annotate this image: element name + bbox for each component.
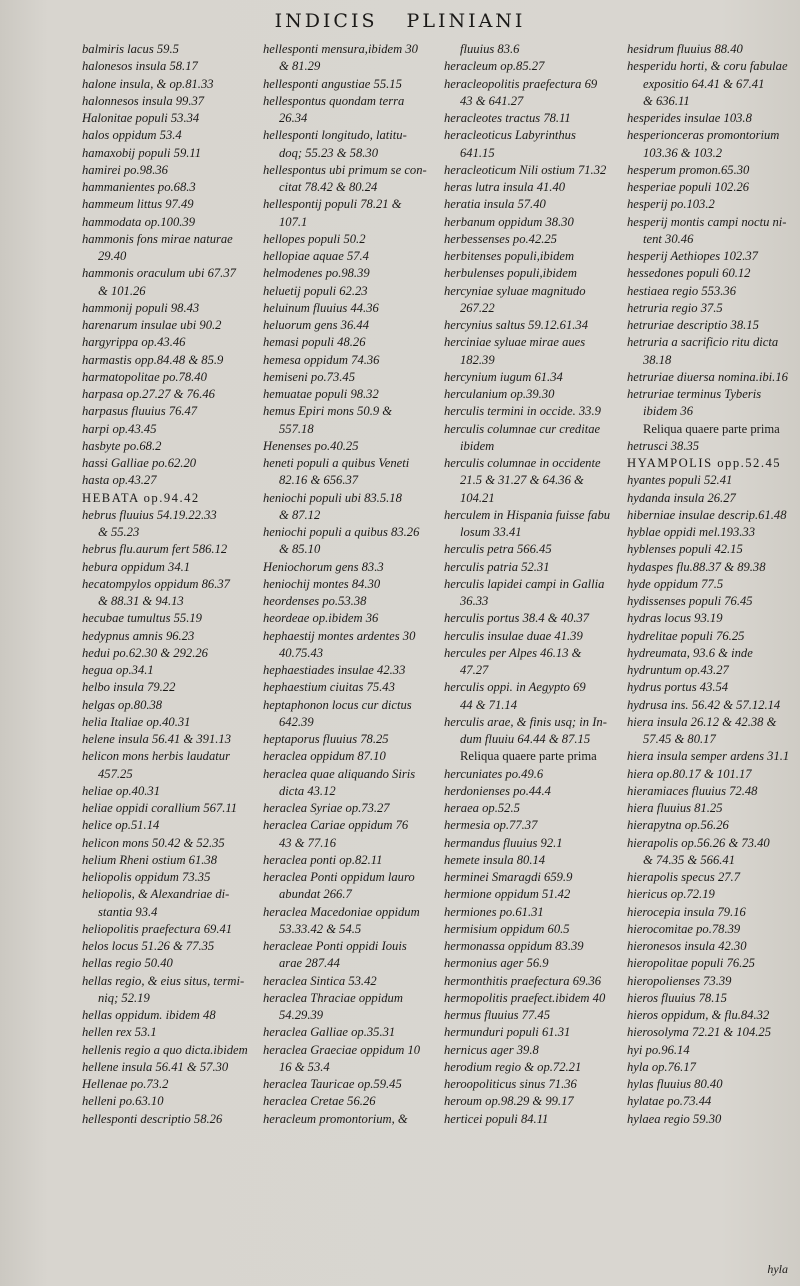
- index-entry: hermesia op.77.37: [444, 818, 538, 833]
- index-column-4: [627, 41, 799, 1128]
- index-entry-continuation: fluuius 83.6: [460, 42, 520, 56]
- index-entry-continuation: 103.36 & 103.2: [643, 145, 723, 160]
- index-entry: heliae oppidi corallium 567.11: [82, 801, 238, 815]
- index-entry: hemasi populi 48.26: [263, 335, 366, 350]
- index-entry: helos locus 51.26 & 77.35: [82, 939, 215, 953]
- index-entry: heraclea Ponti oppidum lauro: [263, 870, 415, 884]
- index-entry: balmiris lacus 59.5: [82, 42, 179, 56]
- index-entry: helice op.51.14: [82, 818, 160, 833]
- index-entry: hercyniae syluae magnitudo: [444, 283, 586, 298]
- index-entry: halonnesos insula 99.37: [82, 93, 205, 108]
- index-entry: heraclea Galliae op.35.31: [263, 1025, 396, 1040]
- index-entry: herculis arae, & finis usq; in In-: [444, 714, 607, 729]
- index-entry: heluorum gens 36.44: [263, 318, 369, 332]
- index-entry: herciniae syluae mirae aues: [444, 335, 586, 350]
- index-note: Reliqua quaere parte prima: [460, 749, 597, 764]
- index-entry: heliopolis, & Alexandriae di-: [82, 887, 230, 902]
- index-entry-continuation: 557.18: [279, 421, 314, 436]
- index-entry: harpasa op.27.27 & 76.46: [82, 387, 215, 401]
- index-entry-continuation: & 101.26: [98, 283, 146, 298]
- index-entry-continuation: expositio 64.41 & 67.41: [643, 76, 765, 91]
- index-entry: hedui po.62.30 & 292.26: [82, 645, 208, 660]
- index-entry: heliae op.40.31: [82, 783, 160, 798]
- index-entry: hermus fluuius 77.45: [444, 1008, 551, 1022]
- index-entry-continuation: ibidem: [460, 438, 495, 453]
- index-entry: herculis columnae in occidente: [444, 456, 601, 470]
- index-entry: hermisium oppidum 60.5: [444, 921, 570, 936]
- index-entry: herculis patria 52.31: [444, 559, 550, 574]
- index-entry: herbanum oppidum 38.30: [444, 214, 574, 229]
- index-entry: heneti populi a quibus Veneti: [263, 456, 410, 470]
- index-entry: hellespontij populi 78.21 &: [263, 197, 402, 212]
- index-entry-continuation: & 87.12: [279, 507, 321, 522]
- index-entry-continuation: doq; 55.23 & 58.30: [279, 145, 378, 160]
- index-entry: hylatae po.73.44: [627, 1094, 712, 1109]
- index-entry-continuation: 104.21: [460, 490, 495, 505]
- index-entry: herculis lapidei campi in Gallia: [444, 576, 605, 591]
- index-entry: hasta op.43.27: [82, 473, 157, 488]
- index-entry: herdonienses po.44.4: [444, 783, 551, 798]
- index-entry: Henenses po.40.25: [263, 438, 359, 453]
- index-entry: hesperidu horti, & coru fabulae: [627, 59, 788, 74]
- index-entry: hydrus portus 43.54: [627, 680, 729, 695]
- index-note: Reliqua quaere parte prima: [643, 421, 780, 436]
- index-entry: hammeum littus 97.49: [82, 197, 194, 212]
- index-entry-continuation: 457.25: [98, 766, 133, 781]
- index-entry: harmatopolitae po.78.40: [82, 369, 207, 384]
- index-entry: helicon mons herbis laudatur: [82, 749, 230, 764]
- index-entry: heraclea Cariae oppidum 76: [263, 818, 409, 833]
- index-entry: herbitenses populi,ibidem: [444, 249, 575, 263]
- index-entry-continuation: 29.40: [98, 249, 127, 263]
- index-entry: hephaestiades insulae 42.33: [263, 663, 406, 677]
- index-entry: harmastis opp.84.48 & 85.9: [82, 352, 224, 367]
- index-entry-continuation: 44 & 71.14: [460, 697, 518, 712]
- index-entry: heraclea Tauricae op.59.45: [263, 1077, 402, 1091]
- index-entry: hellesponti angustiae 55.15: [263, 76, 402, 91]
- index-entry: Hellenae po.73.2: [82, 1077, 169, 1091]
- index-entry: hermiones po.61.31: [444, 904, 544, 919]
- index-entry-continuation: 43 & 641.27: [460, 93, 524, 108]
- index-entry-continuation: & 55.23: [98, 525, 140, 539]
- index-entry: herculis petra 566.45: [444, 542, 552, 557]
- index-entry: hellene insula 56.41 & 57.30: [82, 1059, 229, 1074]
- index-entry: hammanientes po.68.3: [82, 180, 196, 194]
- index-entry: hercules per Alpes 46.13 &: [444, 645, 582, 660]
- index-entry: hierapytna op.56.26: [627, 818, 729, 833]
- index-entry: hierocepia insula 79.16: [627, 904, 746, 919]
- index-column-2: [263, 41, 441, 1128]
- index-entry: helleni po.63.10: [82, 1094, 164, 1109]
- index-entry: hammonij populi 98.43: [82, 300, 200, 315]
- index-entry: heniochij montes 84.30: [263, 576, 381, 591]
- index-entry: hiericus op.72.19: [627, 887, 715, 902]
- index-entry: helbo insula 79.22: [82, 680, 176, 695]
- index-entry: hemiseni po.73.45: [263, 369, 355, 384]
- index-entry: hyantes populi 52.41: [627, 473, 733, 488]
- index-entry: hiberniae insulae descrip.61.48: [627, 507, 787, 522]
- index-entry: heluetij populi 62.23: [263, 283, 368, 298]
- index-entry: hedypnus amnis 96.23: [82, 628, 195, 643]
- index-entry: hephaestij montes ardentes 30: [263, 628, 416, 643]
- index-entry: hellas regio 50.40: [82, 956, 173, 971]
- index-entry: hammonis oraculum ubi 67.37: [82, 266, 236, 281]
- index-entry: hesperij montis campi noctu ni-: [627, 214, 787, 229]
- index-entry: hierocomitae po.78.39: [627, 921, 741, 936]
- index-entry-continuation: & 74.35 & 566.41: [643, 852, 736, 867]
- index-entry-continuation: 82.16 & 656.37: [279, 473, 359, 488]
- index-entry-continuation: & 85.10: [279, 542, 321, 557]
- index-entry: hyi po.96.14: [627, 1042, 690, 1057]
- index-entry: heratia insula 57.40: [444, 197, 546, 212]
- index-entry: heluinum fluuius 44.36: [263, 300, 379, 315]
- index-entry-continuation: stantia 93.4: [98, 904, 158, 919]
- index-entry: hellesponti mensura,ibidem 30: [263, 42, 418, 56]
- index-entry: hermandus fluuius 92.1: [444, 835, 563, 850]
- index-entry: HYAMPOLIS opp.52.45: [627, 456, 782, 470]
- index-entry: hydaspes flu.88.37 & 89.38: [627, 559, 766, 574]
- index-entry: hemesa oppidum 74.36: [263, 352, 380, 367]
- index-entry: hermonthitis praefectura 69.36: [444, 973, 602, 988]
- index-entry: hellenis regio a quo dicta.ibidem: [82, 1042, 248, 1057]
- index-entry: hermonius ager 56.9: [444, 956, 549, 971]
- index-entry: heraclea Graeciae oppidum 10: [263, 1042, 421, 1057]
- index-entry-continuation: 57.45 & 80.17: [643, 732, 716, 746]
- index-entry: heliopolis oppidum 73.35: [82, 870, 211, 884]
- index-entry: hieropolitae populi 76.25: [627, 956, 755, 971]
- index-entry: hydreumata, 93.6 & inde: [627, 645, 753, 660]
- index-entry-continuation: 38.18: [643, 352, 672, 367]
- index-entry: hercuniates po.49.6: [444, 766, 544, 781]
- index-entry: hebura oppidum 34.1: [82, 559, 191, 574]
- index-entry: helmodenes po.98.39: [263, 266, 370, 281]
- index-entry: hyla op.76.17: [627, 1059, 696, 1074]
- index-entry: heracleotes tractus 78.11: [444, 111, 571, 125]
- index-entry-continuation: 641.15: [460, 145, 495, 160]
- index-entry: hellen rex 53.1: [82, 1025, 157, 1040]
- index-entry: hetruriae descriptio 38.15: [627, 318, 759, 332]
- index-entry: halone insula, & op.81.33: [82, 76, 214, 91]
- index-entry: hestiaea regio 553.36: [627, 283, 737, 298]
- index-entry: heraclea ponti op.82.11: [263, 852, 383, 867]
- index-entry: hieramiaces fluuius 72.48: [627, 783, 758, 798]
- index-entry: hierapolis op.56.26 & 73.40: [627, 835, 770, 850]
- index-entry: hyde oppidum 77.5: [627, 576, 724, 591]
- index-entry: heroum op.98.29 & 99.17: [444, 1094, 574, 1109]
- index-entry-continuation: 36.33: [460, 594, 489, 608]
- index-entry: hellopiae aquae 57.4: [263, 249, 369, 263]
- index-entry: heracleae Ponti oppidi Iouis: [263, 939, 407, 953]
- index-entry: hermunduri populi 61.31: [444, 1025, 571, 1040]
- index-entry: hierapolis specus 27.7: [627, 870, 740, 884]
- index-entry: heordeae op.ibidem 36: [263, 611, 379, 626]
- index-entry: heptaporus fluuius 78.25: [263, 732, 389, 746]
- index-entry-continuation: 182.39: [460, 352, 495, 367]
- index-entry-continuation: niq; 52.19: [98, 990, 150, 1005]
- index-entry: hamirei po.98.36: [82, 162, 168, 177]
- index-entry-continuation: & 88.31 & 94.13: [98, 594, 184, 608]
- index-entry: hetruria regio 37.5: [627, 300, 723, 315]
- index-entry: halonesos insula 58.17: [82, 59, 198, 74]
- index-entry-continuation: ibidem 36: [643, 404, 694, 419]
- index-entry-continuation: 16 & 53.4: [279, 1059, 330, 1074]
- index-entry-continuation: citat 78.42 & 80.24: [279, 180, 378, 194]
- index-entry: hessedones populi 60.12: [627, 266, 751, 281]
- index-entry: hieropolienses 73.39: [627, 973, 732, 988]
- index-entry: hemus Epiri mons 50.9 &: [263, 404, 393, 419]
- index-entry: hieronesos insula 42.30: [627, 939, 747, 953]
- index-entry: hermione oppidum 51.42: [444, 887, 571, 902]
- index-entry-continuation: 53.33.42 & 54.5: [279, 921, 362, 936]
- header-word-indicis: INDICIS: [274, 10, 378, 32]
- index-entry: hargyrippa op.43.46: [82, 335, 186, 350]
- index-entry: herticei populi 84.11: [444, 1111, 549, 1126]
- index-entry: heraclea Thraciae oppidum: [263, 990, 403, 1005]
- index-entry: hermonassa oppidum 83.39: [444, 939, 584, 953]
- index-entry: heniochi populi ubi 83.5.18: [263, 490, 402, 505]
- index-entry: herculanium op.39.30: [444, 387, 555, 401]
- index-entry: hydrusa ins. 56.42 & 57.12.14: [627, 697, 781, 712]
- index-entry: hasbyte po.68.2: [82, 438, 162, 453]
- index-entry: herbessenses po.42.25: [444, 231, 557, 246]
- index-entry-continuation: tent 30.46: [643, 231, 694, 246]
- index-entry: herculis termini in occide. 33.9: [444, 404, 601, 419]
- index-column-3: [444, 41, 624, 1128]
- index-entry: hydanda insula 26.27: [627, 490, 736, 505]
- index-entry: herminei Smaragdi 659.9: [444, 870, 573, 884]
- index-entry: herculem in Hispania fuisse fabu: [444, 507, 611, 522]
- index-entry: Heniochorum gens 83.3: [263, 559, 384, 574]
- index-entry: helia Italiae op.40.31: [82, 714, 191, 729]
- index-entry-continuation: 43 & 77.16: [279, 835, 337, 850]
- index-entry-continuation: dicta 43.12: [279, 783, 336, 798]
- index-entry: hiera fluuius 81.25: [627, 801, 723, 815]
- catchword: hyla: [767, 1262, 788, 1276]
- index-entry: heliopolitis praefectura 69.41: [82, 921, 233, 936]
- index-entry: herbulenses populi,ibidem: [444, 266, 577, 281]
- index-entry: hebrus fluuius 54.19.22.33: [82, 507, 217, 522]
- index-entry: hiera insula 26.12 & 42.38 &: [627, 714, 777, 729]
- index-entry: helicon mons 50.42 & 52.35: [82, 835, 225, 850]
- index-entry-continuation: 26.34: [279, 111, 308, 125]
- index-entry: hylas fluuius 80.40: [627, 1077, 723, 1091]
- index-entry-continuation: 642.39: [279, 714, 314, 729]
- index-entry: hiera insula semper ardens 31.1: [627, 749, 790, 764]
- index-entry: helene insula 56.41 & 391.13: [82, 732, 232, 746]
- index-entry: hellas oppidum. ibidem 48: [82, 1008, 216, 1022]
- index-entry: herculis oppi. in Aegypto 69: [444, 680, 586, 695]
- index-column-1: [82, 41, 260, 1128]
- index-entry: halos oppidum 53.4: [82, 128, 182, 143]
- index-entry: helium Rheni ostium 61.38: [82, 852, 218, 867]
- index-entry: hierosolyma 72.21 & 104.25: [627, 1025, 772, 1040]
- index-entry: hieros fluuius 78.15: [627, 990, 727, 1005]
- index-entry: harpasus fluuius 76.47: [82, 404, 198, 419]
- index-entry: heraea op.52.5: [444, 801, 520, 815]
- index-entry: heordenses po.53.38: [263, 594, 367, 608]
- index-entry: heras lutra insula 41.40: [444, 180, 566, 194]
- index-entry: hesperides insulae 103.8: [627, 111, 752, 125]
- index-entry: hesperiae populi 102.26: [627, 180, 750, 194]
- running-header: [0, 10, 800, 32]
- index-entry: herculis columnae cur creditae: [444, 421, 601, 436]
- index-entry: heraclea Sintica 53.42: [263, 973, 377, 988]
- index-entry: hylaea regio 59.30: [627, 1111, 722, 1126]
- index-entry: hecatompylos oppidum 86.37: [82, 576, 230, 591]
- index-entry: hieros oppidum, & flu.84.32: [627, 1008, 770, 1022]
- index-entry: hellesponti descriptio 58.26: [82, 1111, 223, 1126]
- index-entry: hellespontus quondam terra: [263, 93, 405, 108]
- index-entry: hellespontus ubi primum se con-: [263, 162, 427, 177]
- index-entry: heraclea Macedoniae oppidum: [263, 904, 420, 919]
- index-entry: hegua op.34.1: [82, 663, 154, 677]
- index-entry: hetruriae diuersa nomina.ibi.16: [627, 369, 788, 384]
- index-entry: hydruntum op.43.27: [627, 663, 729, 677]
- index-entry: hellas regio, & eius situs, termi-: [82, 973, 245, 988]
- index-entry: harenarum insulae ubi 90.2: [82, 318, 222, 332]
- index-entry: hamaxobij populi 59.11: [82, 145, 202, 160]
- index-entry: hebrus flu.aurum fert 586.12: [82, 542, 228, 557]
- index-entry-continuation: 21.5 & 31.27 & 64.36 &: [460, 473, 584, 488]
- index-entry: hydrelitae populi 76.25: [627, 628, 745, 643]
- index-entry: herculis insulae duae 41.39: [444, 628, 583, 643]
- index-entry: hellesponti longitudo, latitu-: [263, 128, 407, 143]
- index-entry: hephaestium ciuitas 75.43: [263, 680, 395, 695]
- index-entry: heptaphonon locus cur dictus: [263, 697, 412, 712]
- index-entry-continuation: arae 287.44: [279, 956, 340, 971]
- index-entry-continuation: & 81.29: [279, 59, 321, 74]
- index-entry: hydissenses populi 76.45: [627, 594, 753, 608]
- index-entry: heracleum promontorium, &: [263, 1111, 408, 1126]
- index-entry: hammodata op.100.39: [82, 214, 195, 229]
- index-entry: heroopoliticus sinus 71.36: [444, 1077, 577, 1091]
- index-entry: herculis portus 38.4 & 40.37: [444, 611, 590, 626]
- index-entry: heraclea oppidum 87.10: [263, 749, 386, 764]
- index-entry: hyblenses populi 42.15: [627, 542, 743, 557]
- index-entry: heracleopolitis praefectura 69: [444, 76, 598, 91]
- header-word-pliniani: PLINIANI: [406, 10, 526, 32]
- index-entry: hassi Galliae po.62.20: [82, 456, 197, 470]
- index-entry: heraclea Syriae op.73.27: [263, 801, 390, 815]
- index-entry: heraclea Cretae 56.26: [263, 1094, 376, 1109]
- index-entry: hemuatae populi 98.32: [263, 387, 379, 401]
- index-entry: hesperum promon.65.30: [627, 162, 750, 177]
- index-entry: heracleoticum Nili ostium 71.32: [444, 162, 607, 177]
- index-entry-continuation: abundat 266.7: [279, 887, 352, 902]
- index-entry: hernicus ager 39.8: [444, 1042, 539, 1057]
- index-entry-continuation: 107.1: [279, 214, 308, 229]
- index-entry: harpi op.43.45: [82, 421, 157, 436]
- index-entry: hetruriae terminus Tyberis: [627, 387, 762, 401]
- index-entry-continuation: 54.29.39: [279, 1008, 324, 1022]
- index-entry: hiera op.80.17 & 101.17: [627, 766, 752, 781]
- index-entry: hetruria a sacrificio ritu dicta: [627, 335, 779, 350]
- index-entry: hesperionceras promontorium: [627, 128, 780, 143]
- index-entry: hesidrum fluuius 88.40: [627, 42, 743, 56]
- index-entry: hellopes populi 50.2: [263, 231, 366, 246]
- index-entry: hetrusci 38.35: [627, 438, 700, 453]
- index-entry: heracleoticus Labyrinthus: [444, 128, 576, 143]
- index-entry: hydras locus 93.19: [627, 611, 723, 626]
- index-entry-continuation: losum 33.41: [460, 525, 522, 539]
- index-entry: herodium regio & op.72.21: [444, 1059, 582, 1074]
- index-entry: heracleum op.85.27: [444, 59, 545, 74]
- index-entry: helgas op.80.38: [82, 697, 163, 712]
- index-entry-continuation: 267.22: [460, 300, 495, 315]
- index-entry-continuation: & 636.11: [643, 93, 690, 108]
- index-entry: hyblae oppidi mel.193.33: [627, 525, 756, 539]
- index-entry: hercynius saltus 59.12.61.34: [444, 318, 589, 332]
- index-entry: HEBATA op.94.42: [82, 490, 200, 505]
- index-entry: hercynium iugum 61.34: [444, 369, 563, 384]
- index-entry: hammonis fons mirae naturae: [82, 231, 233, 246]
- index-entry: hesperij po.103.2: [627, 197, 715, 212]
- index-entry: hemete insula 80.14: [444, 852, 546, 867]
- index-entry: hecubae tumultus 55.19: [82, 611, 202, 626]
- index-entry-continuation: 40.75.43: [279, 645, 324, 660]
- index-entry-continuation: 47.27: [460, 663, 489, 677]
- index-entry: Halonitae populi 53.34: [82, 111, 200, 125]
- index-entry: heraclea quae aliquando Siris: [263, 766, 416, 781]
- index-entry: heniochi populi a quibus 83.26: [263, 525, 420, 539]
- index-entry: hesperij Aethiopes 102.37: [627, 249, 758, 263]
- index-entry-continuation: dum fluuiu 64.44 & 87.15: [460, 732, 591, 746]
- index-entry: hermopolitis praefect.ibidem 40: [444, 990, 606, 1005]
